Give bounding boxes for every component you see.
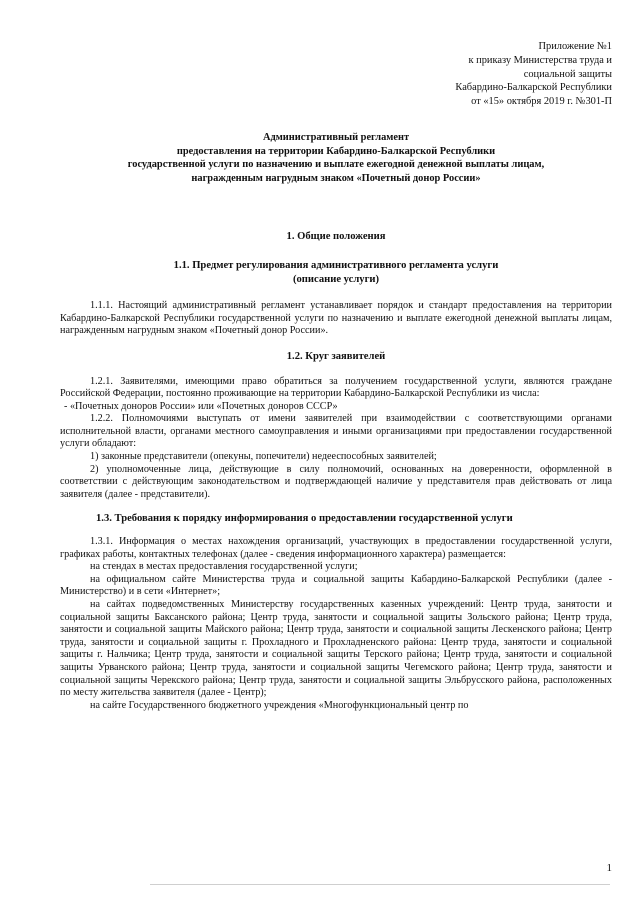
list-item: - «Почетных доноров России» или «Почетных доноров СССР» — [64, 400, 338, 412]
paragraph-1-2-1: 1.2.1. Заявителями, имеющими право обратиться за получением государственной услуги, являются граждане Российской Федерации, постоянно проживающие на территории Кабардино-Балкарской Республики из числа: — [60, 375, 612, 400]
subsection-heading-line: 1.1. Предмет регулирования административного регламента услуги — [173, 259, 499, 271]
approval-line: социальной защиты — [523, 68, 612, 80]
list-item: на стендах в местах предоставления государственной услуги; — [90, 561, 358, 573]
approval-line: Приложение №1 — [538, 41, 612, 52]
document-title — [60, 131, 612, 185]
list-item: на сайтах подведомственных Министерству государственных казенных учреждений: Центр труда, занятости и социальной защиты Баксанского района; Центр труда, занятости и социальной защиты Зольского района; Центр труда, занятости и социальной защиты Майского района; Центр труда, занятости и социальной защиты Лескенского района; Центр труда, занятости и социальной защиты г. Прохладного и Прохладненского района: Центр труда, занятости и социальной защиты г. Нальчика; Центр труда, занятости и социальной защиты Терского района; Центр труда, занятости и социальной защиты Урванского района; Центр труда, занятости и социальной защиты Чегемского района; Центр труда, занятости и социальной защиты Черекского района; Центр труда, занятости и социальной защиты Эльбрусского района, расположенных по месту жительства заявителя (далее - Центр); — [60, 599, 612, 699]
title-line: награжденным нагрудным знаком «Почетный донор России» — [191, 172, 481, 184]
approval-line: Кабардино-Балкарской Республики — [455, 82, 612, 94]
page-number: 1 — [606, 862, 612, 874]
subsection-heading — [60, 259, 612, 286]
list-item: на сайте Государственного бюджетного учреждения «Многофункциональный центр по — [90, 699, 469, 711]
paragraph-1-1-1: 1.1.1. Настоящий административный регламент устанавливает порядок и стандарт предоставления на территории Кабардино-Балкарской Республики государственной услуги по назначению и выплате ежегодной денежной выплаты лицам, награжденным нагрудным знаком «Почетный донор России». — [60, 300, 612, 337]
subsection-heading: 1.3. Требования к порядку информирования о предоставлении государственной услуги — [96, 513, 513, 525]
document-page — [60, 40, 612, 712]
subsection-heading-line: (описание услуги) — [292, 273, 380, 285]
footer-divider — [150, 884, 610, 885]
section-heading: 1. Общие положения — [286, 231, 386, 243]
paragraph-1-2-2: 1.2.2. Полномочиями выступать от имени заявителей при взаимодействии с соответствующими органами исполнительной власти, органами местного самоуправления и иными организациями при предоставлении государственной услуги обладают: — [60, 413, 612, 450]
paragraph-1-3-1: 1.3.1. Информация о местах нахождения организаций, участвующих в предоставлении государственной услуги, графиках работы, контактных телефонах (далее - сведения информационного характера) размещается: — [60, 536, 612, 560]
list-item: на официальном сайте Министерства труда и социальной защиты Кабардино-Балкарской Республики (далее - Министерство) и в сети «Интернет»; — [60, 573, 612, 598]
approval-line: к приказу Министерства труда и — [468, 54, 612, 66]
list-item: 2) уполномоченные лица, действующие в силу полномочий, основанных на доверенности, оформленной в соответствии с действующим законодательством и подтверждающей наличие у представителя прав действовать от лица заявителя (далее - представители). — [60, 463, 612, 500]
subsection-heading: 1.2. Круг заявителей — [286, 350, 386, 362]
approval-stamp — [60, 40, 612, 109]
title-line: предоставления на территории Кабардино-Балкарской Республики — [176, 145, 496, 157]
list-item: 1) законные представители (опекуны, попечители) недееспособных заявителей; — [90, 451, 437, 463]
approval-line: от «15» октября 2019 г. №301-П — [471, 96, 612, 108]
title-line: Административный регламент — [262, 131, 410, 143]
title-line: государственной услуги по назначению и выплате ежегодной денежной выплаты лицам, — [127, 159, 545, 171]
